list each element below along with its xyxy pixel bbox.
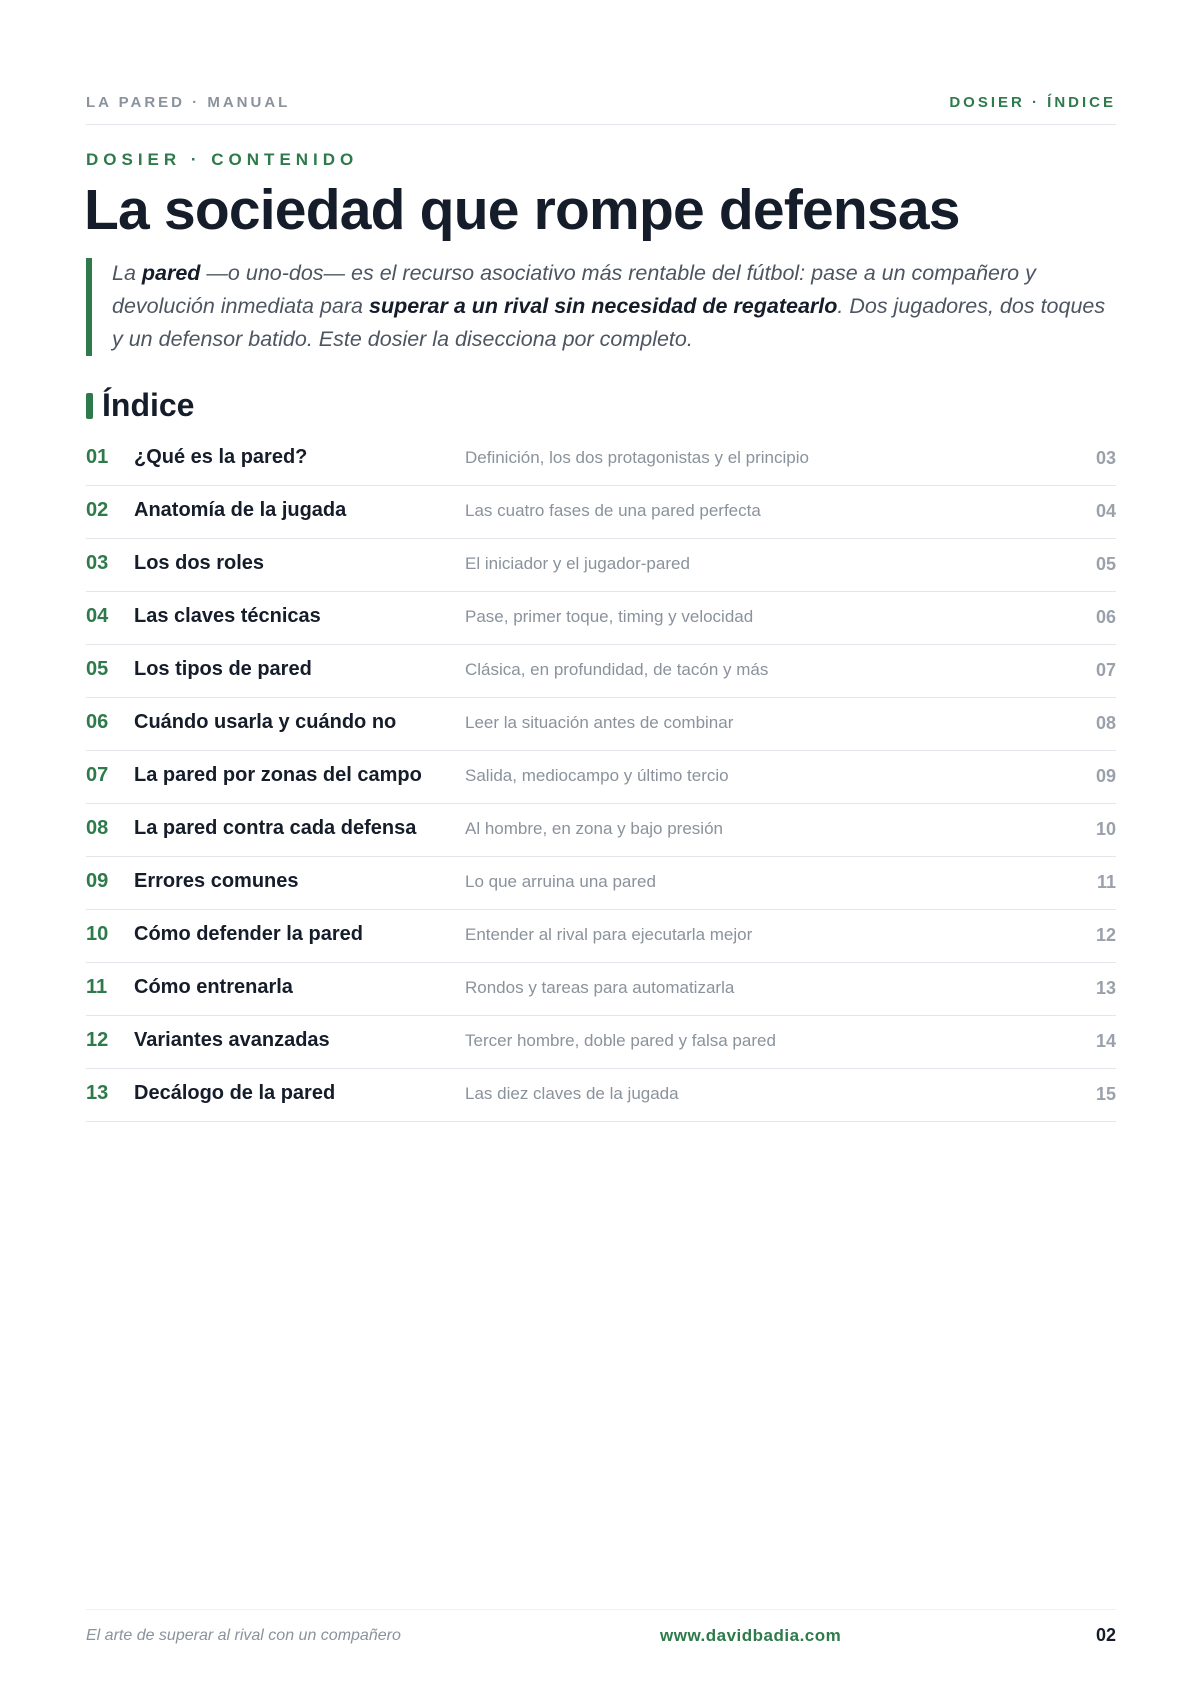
toc-page-number: 11 (1096, 872, 1116, 892)
toc-description: Salida, mediocampo y último tercio (465, 766, 729, 785)
toc-title: Cómo entrenarla (134, 976, 293, 998)
toc-row[interactable] (86, 592, 1116, 645)
toc-title: Las claves técnicas (134, 605, 321, 627)
toc-number: 11 (86, 976, 108, 998)
toc-number: 08 (86, 817, 109, 839)
toc-title: La pared por zonas del campo (134, 764, 422, 786)
lead-bold-1: pared (141, 261, 201, 285)
running-header (86, 94, 1116, 125)
toc-title: Anatomía de la jugada (134, 499, 347, 521)
toc-row[interactable] (86, 751, 1116, 804)
lead-text-3: . Dos jugadores, dos toques y un defensor batido. Este dosier la disecciona por completo. (112, 294, 1106, 351)
toc-description: Rondos y tareas para automatizarla (465, 978, 735, 997)
toc-title: Variantes avanzadas (134, 1029, 330, 1051)
page-title: La sociedad que rompe defensas (84, 178, 960, 242)
index-title: Índice (102, 387, 195, 423)
table-of-contents (86, 433, 1116, 1122)
lead-text-1: La (112, 261, 142, 285)
toc-row[interactable] (86, 804, 1116, 857)
toc-title: Errores comunes (134, 870, 299, 892)
toc-row[interactable] (86, 539, 1116, 592)
toc-page-number: 07 (1095, 660, 1116, 680)
toc-number: 09 (86, 870, 109, 892)
lead-text-2: —o uno-dos— es el recurso asociativo más rentable del fútbol: pase a un compañero y devolución inmediata para (112, 261, 1036, 318)
toc-title: Los tipos de pared (134, 658, 312, 680)
document-page (86, 0, 1116, 1683)
toc-description: Definición, los dos protagonistas y el principio (465, 448, 809, 467)
toc-page-number: 04 (1095, 501, 1116, 521)
toc-row[interactable] (86, 963, 1116, 1016)
toc-page-number: 09 (1095, 766, 1116, 786)
lead-bold-2: superar a un rival sin necesidad de regatearlo (368, 294, 838, 318)
toc-page-number: 05 (1095, 554, 1116, 574)
section-marker-bar (86, 393, 93, 419)
toc-description: Leer la situación antes de combinar (465, 713, 734, 732)
toc-number: 03 (86, 552, 109, 574)
toc-page-number: 15 (1095, 1084, 1116, 1104)
toc-row[interactable] (86, 1069, 1116, 1122)
toc-title: La pared contra cada defensa (134, 817, 417, 839)
toc-description: Clásica, en profundidad, de tacón y más (465, 660, 769, 679)
toc-number: 02 (86, 499, 109, 521)
toc-number: 05 (86, 658, 109, 680)
toc-number: 04 (86, 605, 109, 627)
toc-title: ¿Qué es la pared? (134, 446, 308, 468)
toc-title: Decálogo de la pared (134, 1082, 336, 1104)
toc-number: 06 (86, 711, 109, 733)
toc-title: Cuándo usarla y cuándo no (134, 711, 397, 733)
toc-description: Lo que arruina una pared (465, 872, 656, 891)
toc-number: 12 (86, 1029, 109, 1051)
toc-description: Las cuatro fases de una pared perfecta (465, 501, 761, 520)
toc-number: 01 (86, 446, 109, 468)
toc-number: 07 (86, 764, 109, 786)
toc-number: 13 (86, 1082, 109, 1104)
toc-description: Las diez claves de la jugada (465, 1084, 679, 1103)
toc-row[interactable] (86, 698, 1116, 751)
toc-description: Pase, primer toque, timing y velocidad (465, 607, 754, 626)
toc-page-number: 03 (1095, 448, 1116, 468)
toc-title: Cómo defender la pared (134, 923, 363, 945)
toc-number: 10 (86, 923, 109, 945)
toc-row[interactable] (86, 645, 1116, 698)
toc-row[interactable] (86, 486, 1116, 539)
toc-description: El iniciador y el jugador-pared (465, 554, 690, 573)
footer-tagline: El arte de superar al rival con un compañero (86, 1627, 401, 1644)
lead-paragraph (112, 257, 1116, 356)
toc-row[interactable] (86, 1016, 1116, 1069)
running-footer (86, 1609, 1116, 1645)
toc-row[interactable] (86, 433, 1116, 486)
lead-quote (86, 258, 1116, 356)
toc-page-number: 08 (1095, 713, 1116, 733)
toc-row[interactable] (86, 857, 1116, 910)
toc-description: Entender al rival para ejecutarla mejor (465, 925, 753, 944)
toc-description: Tercer hombre, doble pared y falsa pared (465, 1031, 776, 1050)
toc-row[interactable] (86, 910, 1116, 963)
page-number: 02 (1095, 1625, 1116, 1645)
footer-website-link[interactable]: www.davidbadia.com (660, 1626, 842, 1645)
toc-page-number: 06 (1095, 607, 1116, 627)
toc-title: Los dos roles (134, 552, 265, 574)
toc-page-number: 13 (1095, 978, 1116, 998)
kicker-label: DOSIER · CONTENIDO (86, 150, 359, 169)
toc-page-number: 10 (1095, 819, 1116, 839)
header-section-label: DOSIER · ÍNDICE (949, 94, 1116, 111)
header-manual-label: LA PARED · MANUAL (86, 94, 291, 111)
toc-page-number: 14 (1095, 1031, 1116, 1051)
toc-page-number: 12 (1095, 925, 1116, 945)
toc-description: Al hombre, en zona y bajo presión (465, 819, 723, 838)
